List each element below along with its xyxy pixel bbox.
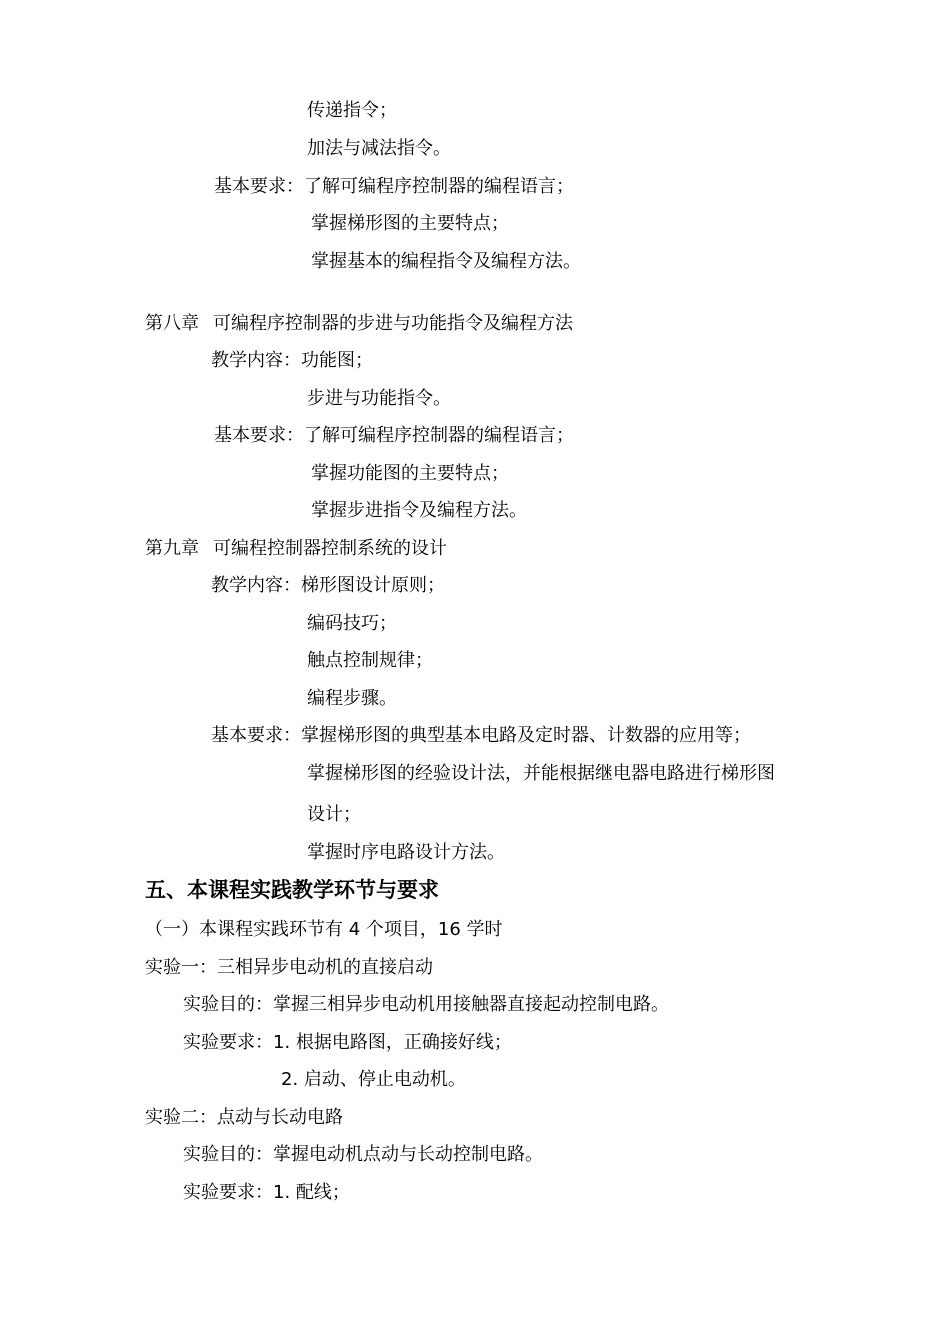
ch9-content-item-2: 编码技巧；: [307, 613, 397, 634]
ch7-req-label: 基本要求：: [214, 176, 304, 197]
exp2-req-label: 实验要求：: [183, 1182, 273, 1203]
ch7-requirements-line: [214, 176, 574, 198]
ch9-title: 可编程控制器控制系统的设计: [213, 538, 447, 559]
ch9-chapter-number: 第九章: [145, 538, 199, 559]
exp1-req-item-1: 1. 根据电路图，正确接好线；: [273, 1032, 512, 1053]
ch7-content-item-1: 传递指令；: [307, 100, 397, 121]
ch7-req-item-1: 了解可编程序控制器的编程语言；: [304, 176, 574, 197]
ch7-content-item-2: 加法与减法指令。: [307, 138, 451, 159]
ch8-req-item-3: 掌握步进指令及编程方法。: [311, 500, 527, 521]
exp2-title: 实验二：点动与长动电路: [145, 1107, 343, 1128]
ch9-req-item-2-cont: 设计；: [307, 804, 361, 825]
ch9-content-item-3: 触点控制规律；: [307, 650, 433, 671]
ch8-content-item-2: 步进与功能指令。: [307, 388, 451, 409]
ch8-content-label: 教学内容：: [211, 350, 301, 371]
ch7-req-item-2: 掌握梯形图的主要特点；: [311, 213, 509, 234]
ch8-title: 可编程序控制器的步进与功能指令及编程方法: [213, 313, 573, 334]
ch9-req-item-3: 掌握时序电路设计方法。: [307, 842, 505, 863]
exp2-purpose-label: 实验目的：: [183, 1144, 273, 1165]
ch9-content-item-4: 编程步骤。: [307, 688, 397, 709]
exp1-purpose: 掌握三相异步电动机用接触器直接起动控制电路。: [273, 994, 669, 1015]
ch9-content-line: [211, 575, 445, 597]
ch8-heading: [145, 313, 573, 335]
ch9-heading: [145, 538, 447, 560]
ch9-req-item-2: 掌握梯形图的经验设计法，并能根据继电器电路进行梯形图: [307, 763, 775, 784]
ch8-content-item-1: 功能图；: [301, 350, 373, 371]
ch8-chapter-number: 第八章: [145, 313, 199, 334]
exp1-title: 实验一：三相异步电动机的直接启动: [145, 957, 433, 978]
ch8-req-item-1: 了解可编程序控制器的编程语言；: [304, 425, 574, 446]
section-summary: （一）本课程实践环节有 4 个项目，16 学时: [145, 919, 503, 940]
section-heading: 五、本课程实践教学环节与要求: [145, 878, 439, 902]
exp2-purpose: 掌握电动机点动与长动控制电路。: [273, 1144, 543, 1165]
exp2-purpose-line: [183, 1144, 543, 1166]
ch8-requirements-line: [214, 425, 574, 447]
exp2-req-item-1: 1. 配线；: [273, 1182, 350, 1203]
ch9-requirements-line: [211, 725, 751, 747]
exp1-req-item-2: 2. 启动、停止电动机。: [281, 1069, 466, 1090]
ch8-req-label: 基本要求：: [214, 425, 304, 446]
ch9-req-item-1: 掌握梯形图的典型基本电路及定时器、计数器的应用等；: [301, 725, 751, 746]
ch7-req-item-3: 掌握基本的编程指令及编程方法。: [311, 251, 581, 272]
exp1-requirements-line: [183, 1032, 512, 1054]
exp1-req-label: 实验要求：: [183, 1032, 273, 1053]
exp1-purpose-label: 实验目的：: [183, 994, 273, 1015]
ch8-req-item-2: 掌握功能图的主要特点；: [311, 463, 509, 484]
ch9-content-label: 教学内容：: [211, 575, 301, 596]
ch9-content-item-1: 梯形图设计原则；: [301, 575, 445, 596]
ch8-content-line: [211, 350, 373, 372]
exp1-purpose-line: [183, 994, 669, 1016]
exp2-requirements-line: [183, 1182, 350, 1204]
ch9-req-label: 基本要求：: [211, 725, 301, 746]
